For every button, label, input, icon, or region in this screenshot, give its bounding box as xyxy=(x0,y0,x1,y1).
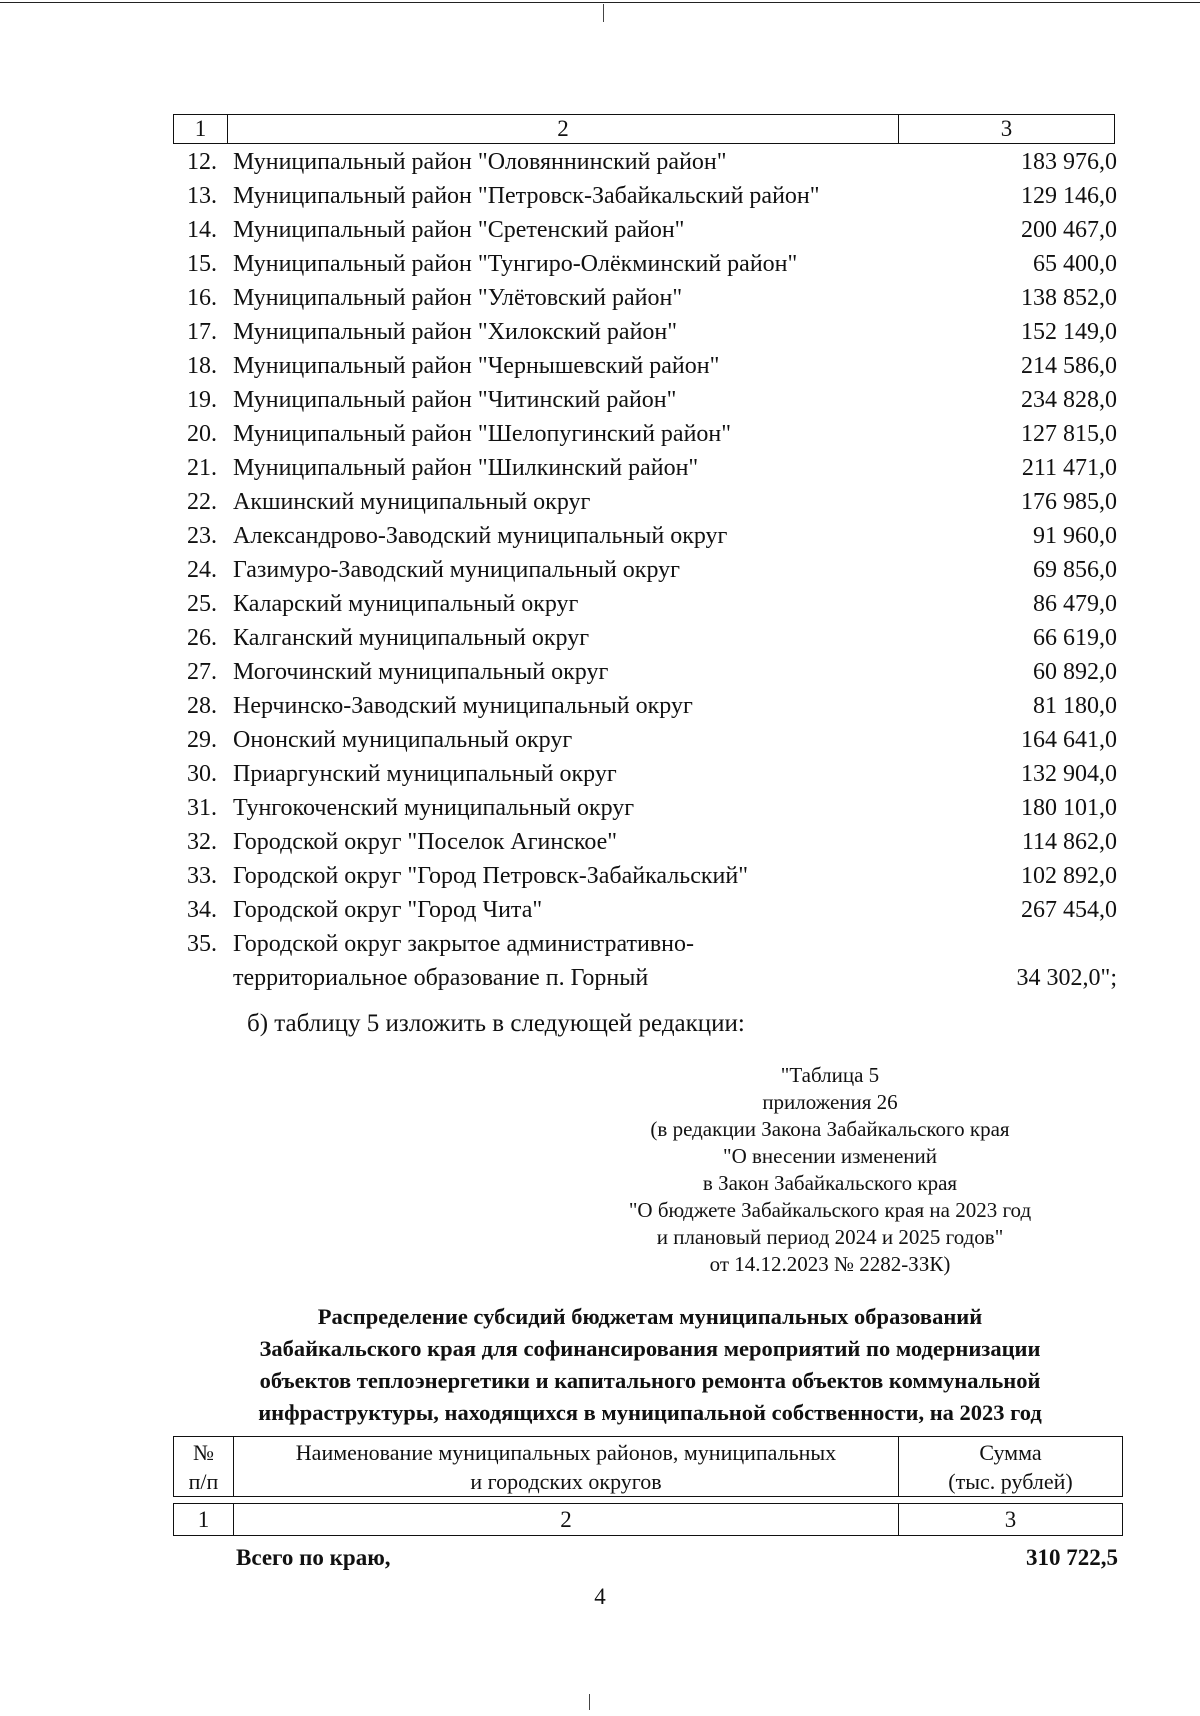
table2-numbering-col1: 1 xyxy=(174,1504,234,1535)
caption-line: приложения 26 xyxy=(762,1090,898,1114)
row-number: 14. xyxy=(187,217,217,243)
row-number: 21. xyxy=(187,455,217,481)
row-number: 13. xyxy=(187,183,217,209)
row-number: 17. xyxy=(187,319,217,345)
row-value: 183 976,0 xyxy=(1021,149,1117,175)
row-name: Ононский муниципальный округ xyxy=(233,727,573,753)
table-row xyxy=(187,247,1117,281)
table-row xyxy=(187,621,1117,655)
row-name: Газимуро-Заводский муниципальный округ xyxy=(233,557,680,583)
row-number: 18. xyxy=(187,353,217,379)
table1-body xyxy=(187,145,1117,995)
row-value: 138 852,0 xyxy=(1021,285,1117,311)
row-number: 34. xyxy=(187,897,217,923)
table2-header-number-line2: п/п xyxy=(188,1469,219,1494)
row-value: 127 815,0 xyxy=(1021,421,1117,447)
row-value: 81 180,0 xyxy=(1033,693,1117,719)
row-name: Городской округ "Город Петровск-Забайкальский" xyxy=(233,863,749,889)
total-label: Всего по краю, xyxy=(236,1545,391,1570)
row-value: 234 828,0 xyxy=(1021,387,1117,413)
table2-header-number xyxy=(174,1437,234,1496)
row-name: Приаргунский муниципальный округ xyxy=(233,761,617,787)
table-row xyxy=(187,927,1117,995)
table-row xyxy=(187,145,1117,179)
row-name: Городской округ "Поселок Агинское" xyxy=(233,829,618,855)
row-number: 15. xyxy=(187,251,217,277)
row-value: 152 149,0 xyxy=(1021,319,1117,345)
row-number: 12. xyxy=(187,149,217,175)
table-row xyxy=(187,451,1117,485)
instruction-text: б) таблицу 5 изложить в следующей редакции: xyxy=(247,1010,745,1037)
row-number: 24. xyxy=(187,557,217,583)
table-row xyxy=(187,689,1117,723)
top-scan-edge xyxy=(0,2,1200,3)
table-row xyxy=(187,859,1117,893)
table-row xyxy=(187,519,1117,553)
row-name: Муниципальный район "Сретенский район" xyxy=(233,217,685,243)
row-number: 19. xyxy=(187,387,217,413)
table2-header-name-line2: и городских округов xyxy=(470,1469,662,1494)
table-row xyxy=(187,179,1117,213)
row-value: 267 454,0 xyxy=(1021,897,1117,923)
table2-header-name xyxy=(234,1437,899,1496)
row-value: 69 856,0 xyxy=(1033,557,1117,583)
table1-header-col1: 1 xyxy=(174,115,228,143)
caption-line: "О бюджете Забайкальского края на 2023 год xyxy=(628,1198,1032,1222)
caption-line: (в редакции Закона Забайкальского края xyxy=(650,1117,1010,1141)
row-number: 35. xyxy=(187,931,217,957)
scan-mark xyxy=(603,4,604,22)
row-name: Акшинский муниципальный округ xyxy=(233,489,591,515)
row-number: 30. xyxy=(187,761,217,787)
table2-numbering-col3: 3 xyxy=(1004,1506,1017,1532)
table1-header-row xyxy=(173,114,1115,144)
heading-line: инфраструктуры, находящихся в муниципальной собственности, на 2023 год xyxy=(258,1400,1042,1425)
row-value: 91 960,0 xyxy=(1033,523,1117,549)
row-value: 60 892,0 xyxy=(1033,659,1117,685)
row-name: Муниципальный район "Читинский район" xyxy=(233,387,677,413)
row-value: 86 479,0 xyxy=(1033,591,1117,617)
row-name-line2: территориальное образование п. Горный xyxy=(233,965,649,991)
row-name xyxy=(229,927,957,995)
row-number: 32. xyxy=(187,829,217,855)
table-row xyxy=(187,349,1117,383)
row-name: Нерчинско-Заводский муниципальный округ xyxy=(233,693,693,719)
table2-header-name-line1: Наименование муниципальных районов, муниципальных xyxy=(295,1440,837,1465)
row-value: 114 862,0 xyxy=(1021,829,1117,855)
table-row xyxy=(187,485,1117,519)
row-name: Городской округ "Город Чита" xyxy=(233,897,543,923)
row-value: 176 985,0 xyxy=(1021,489,1117,515)
table-row xyxy=(187,723,1117,757)
table-row xyxy=(187,757,1117,791)
row-name: Муниципальный район "Петровск-Забайкальский район" xyxy=(233,183,820,209)
table-row xyxy=(187,655,1117,689)
heading-line: Распределение субсидий бюджетам муниципальных образований xyxy=(317,1304,983,1329)
table2-numbering-col2: 2 xyxy=(234,1504,899,1535)
row-name: Муниципальный район "Хилокский район" xyxy=(233,319,678,345)
heading-line: Забайкальского края для софинансирования мероприятий по модернизации xyxy=(259,1336,1041,1361)
caption-line: "Таблица 5 xyxy=(780,1063,880,1087)
table2-header-sum-line1: Сумма xyxy=(979,1440,1042,1465)
table2-header-number-line1: № xyxy=(193,1440,214,1465)
row-value: 180 101,0 xyxy=(1021,795,1117,821)
row-value: 129 146,0 xyxy=(1021,183,1117,209)
row-name: Муниципальный район "Чернышевский район" xyxy=(233,353,720,379)
row-value: 132 904,0 xyxy=(1021,761,1117,787)
row-name: Муниципальный район "Оловяннинский район" xyxy=(233,149,727,175)
table-caption xyxy=(540,1062,1120,1278)
table-row xyxy=(187,893,1117,927)
table-row xyxy=(187,281,1117,315)
row-name: Александрово-Заводский муниципальный округ xyxy=(233,523,728,549)
row-number: 25. xyxy=(187,591,217,617)
row-name: Калганский муниципальный округ xyxy=(233,625,590,651)
table1-header-col2: 2 xyxy=(228,115,899,143)
row-name: Могочинский муниципальный округ xyxy=(233,659,609,685)
table2-numbering-row xyxy=(173,1503,1123,1536)
row-value: 65 400,0 xyxy=(1033,251,1117,277)
caption-line: и плановый период 2024 и 2025 годов" xyxy=(656,1225,1004,1249)
row-number: 16. xyxy=(187,285,217,311)
table-row xyxy=(187,213,1117,247)
scan-mark xyxy=(589,1694,590,1710)
total-value: 310 722,5 xyxy=(1026,1545,1118,1570)
row-value: 102 892,0 xyxy=(1021,863,1117,889)
row-number: 31. xyxy=(187,795,217,821)
table-row xyxy=(187,587,1117,621)
row-name: Каларский муниципальный округ xyxy=(233,591,579,617)
row-number: 33. xyxy=(187,863,217,889)
table-row xyxy=(187,315,1117,349)
table-row xyxy=(187,791,1117,825)
row-name-line1: Городской округ закрытое административно- xyxy=(233,931,694,957)
table1-header-col3: 3 xyxy=(1000,116,1013,141)
page-number: 4 xyxy=(594,1584,606,1609)
row-value: 66 619,0 xyxy=(1033,625,1117,651)
row-value: 214 586,0 xyxy=(1021,353,1117,379)
row-value: 200 467,0 xyxy=(1021,217,1117,243)
row-value: 164 641,0 xyxy=(1021,727,1117,753)
row-value: 34 302,0"; xyxy=(1016,965,1117,991)
row-name: Муниципальный район "Улётовский район" xyxy=(233,285,683,311)
table-row xyxy=(187,417,1117,451)
table2-header-sum xyxy=(899,1437,1122,1496)
row-number: 28. xyxy=(187,693,217,719)
table-row xyxy=(187,553,1117,587)
row-number: 22. xyxy=(187,489,217,515)
caption-line: от 14.12.2023 № 2282-ЗЗК) xyxy=(709,1252,951,1276)
row-name: Тунгокоченский муниципальный округ xyxy=(233,795,635,821)
row-value: 211 471,0 xyxy=(1021,455,1117,481)
row-number: 26. xyxy=(187,625,217,651)
table-row xyxy=(187,825,1117,859)
row-number: 29. xyxy=(187,727,217,753)
document-heading xyxy=(170,1301,1130,1429)
row-name: Муниципальный район "Тунгиро-Олёкминский район" xyxy=(233,251,798,277)
row-name: Муниципальный район "Шелопугинский район" xyxy=(233,421,732,447)
row-number: 27. xyxy=(187,659,217,685)
row-name: Муниципальный район "Шилкинский район" xyxy=(233,455,699,481)
table2-header-row xyxy=(173,1436,1123,1497)
caption-line: "О внесении изменений xyxy=(723,1144,937,1168)
row-number: 23. xyxy=(187,523,217,549)
heading-line: объектов теплоэнергетики и капитального ремонта объектов коммунальной xyxy=(259,1368,1041,1393)
row-number: 20. xyxy=(187,421,217,447)
table-row xyxy=(187,383,1117,417)
table2-header-sum-line2: (тыс. рублей) xyxy=(948,1469,1073,1494)
caption-line: в Закон Забайкальского края xyxy=(702,1171,958,1195)
